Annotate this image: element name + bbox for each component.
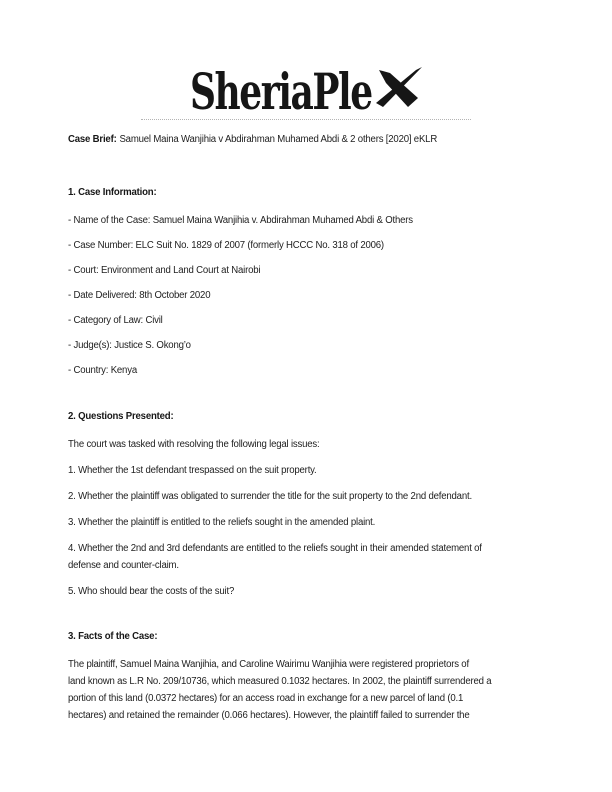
document-section	[68, 387, 544, 600]
text-line: The plaintiff, Samuel Maina Wanjihia, and Caroline Wairimu Wanjihia were registered proprietors of	[68, 659, 469, 670]
paragraph	[68, 656, 544, 724]
section-heading: 2. Questions Presented:	[68, 411, 174, 422]
text-line: - Court: Environment and Land Court at Nairobi	[68, 265, 261, 276]
paragraph	[68, 514, 544, 531]
paragraph	[68, 540, 544, 574]
paragraph	[68, 287, 544, 304]
text-line: 2. Whether the plaintiff was obligated to surrender the title for the suit property to the 2nd defendant.	[68, 491, 472, 502]
paragraph	[68, 462, 544, 479]
document-section	[68, 609, 544, 724]
paragraph	[68, 212, 544, 229]
text-line: 5. Who should bear the costs of the suit?	[68, 586, 235, 597]
paragraph	[68, 583, 544, 600]
case-brief-title	[68, 131, 525, 148]
logo-x-icon	[376, 67, 422, 112]
paragraph	[68, 262, 544, 279]
logo-wordmark: SheriaPle	[189, 62, 372, 121]
sections	[68, 157, 544, 724]
section-heading: 3. Facts of the Case:	[68, 631, 158, 642]
case-brief-text: Samuel Maina Wanjihia v Abdirahman Muhamed Abdi & 2 others [2020] eKLR	[119, 134, 438, 145]
paragraph	[68, 337, 544, 354]
paragraph	[68, 488, 544, 505]
section-heading: 1. Case Information:	[68, 187, 157, 198]
text-line: 1. Whether the 1st defendant trespassed on the suit property.	[68, 465, 317, 476]
text-line: defense and counter-claim.	[68, 560, 179, 571]
text-line: - Date Delivered: 8th October 2020	[68, 290, 211, 301]
paragraph	[68, 436, 544, 453]
text-line: 4. Whether the 2nd and 3rd defendants are entitled to the reliefs sought in their amended statement of	[68, 543, 482, 554]
paragraph	[68, 237, 544, 254]
text-line: - Case Number: ELC Suit No. 1829 of 2007 (formerly HCCC No. 318 of 2006)	[68, 240, 384, 251]
text-line: - Country: Kenya	[68, 365, 137, 376]
text-line: hectares) and retained the remainder (0.066 hectares). However, the plaintiff failed to surrender the	[68, 710, 470, 721]
text-line: portion of this land (0.0372 hectares) for an access road in exchange for a new parcel of land (0.1	[68, 693, 464, 704]
document-section	[68, 157, 544, 379]
case-brief-label: Case Brief:	[68, 134, 117, 145]
text-line: The court was tasked with resolving the following legal issues:	[68, 439, 320, 450]
text-line: land known as L.R No. 209/10736, which measured 0.1032 hectares. In 2002, the plaintiff surrendered a	[68, 676, 492, 687]
text-line: - Judge(s): Justice S. Okong’o	[68, 340, 191, 351]
sheriaplex-logo	[68, 62, 544, 121]
paragraph	[68, 362, 544, 379]
text-line: 3. Whether the plaintiff is entitled to the reliefs sought in the amended plaint.	[68, 517, 376, 528]
paragraph	[68, 312, 544, 329]
text-line: - Category of Law: Civil	[68, 315, 163, 326]
text-line: - Name of the Case: Samuel Maina Wanjihia v. Abdirahman Muhamed Abdi & Others	[68, 215, 413, 226]
